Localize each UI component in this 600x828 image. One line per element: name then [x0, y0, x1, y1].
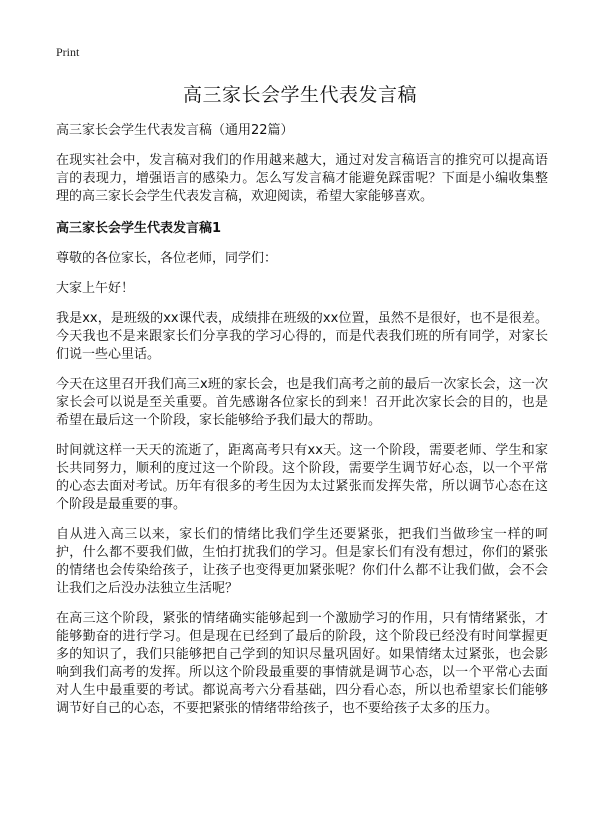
intro-paragraph: 在现实社会中，发言稿对我们的作用越来越大，通过对发言稿语言的推究可以提高语言的表现力，增强语言的感染力。怎么写发言稿才能避免踩雷呢？下面是小编收集整理的高三家长会学生代表发言稿，欢迎阅读，希望大家能够喜欢。 [56, 153, 548, 204]
hello-line: 大家上午好！ [56, 281, 135, 296]
document-subtitle: 高三家长会学生代表发言稿（通用22篇） [56, 123, 294, 138]
body-paragraph-3: 时间就这样一天天的流逝了，距离高考只有xx天。这一个阶段，需要老师、学生和家长共同努力，顺利的度过这一个阶段。这个阶段，需要学生调节好心态，以一个平常的心态去面对考试。历年有很多的考生因为太过紧张而发挥失常，所以调节心态在这个阶段是最重要的事。 [56, 443, 548, 512]
greeting-line: 尊敬的各位家长，各位老师，同学们： [56, 251, 278, 266]
body-paragraph-5: 在高三这个阶段，紧张的情绪确实能够起到一个激励学习的作用，只有情绪紧张，才能够勤奋的进行学习。但是现在已经到了最后的阶段，这个阶段已经没有时间掌握更多的知识了，我们只能够把自己学到的知识尽量巩固好。如果情绪太过紧张，也会影响到我们高考的发挥。所以这个阶段最重要的事情就是调节心态，以一个平常心去面对人生中最重要的考试。都说高考六分看基础，四分看心态，所以也希望家长们能够调节好自己的心态，不要把紧张的情绪带给孩子，也不要给孩子太多的压力。 [56, 611, 548, 716]
section-heading-1: 高三家长会学生代表发言稿1 [56, 221, 222, 236]
body-paragraph-1: 我是xx，是班级的xx课代表，成绩排在班级的xx位置，虽然不是很好，也不是很差。今天我也不是来跟家长们分享我的学习心得的，而是代表我们班的所有同学，对家长们说一些心里话。 [56, 311, 548, 362]
page-title: 高三家长会学生代表发言稿 [182, 84, 417, 106]
body-paragraph-2: 今天在这里召开我们高三x班的家长会，也是我们高考之前的最后一次家长会，这一次家长会可以说是至关重要。首先感谢各位家长的到来！召开此次家长会的目的，也是希望在最后这一个阶段，家长能够给予我们最大的帮助。 [56, 377, 548, 428]
print-label[interactable]: Print [56, 45, 80, 59]
body-paragraph-4: 自从进入高三以来，家长们的情绪比我们学生还要紧张，把我们当做珍宝一样的呵护，什么都不要我们做，生怕打扰我们的学习。但是家长们有没有想过，你们的紧张的情绪也会传染给孩子，让孩子也变得更加紧张呢？你们什么都不让我们做，会不会让我们之后没办法独立生活呢？ [56, 527, 548, 596]
document-body [56, 122, 548, 730]
